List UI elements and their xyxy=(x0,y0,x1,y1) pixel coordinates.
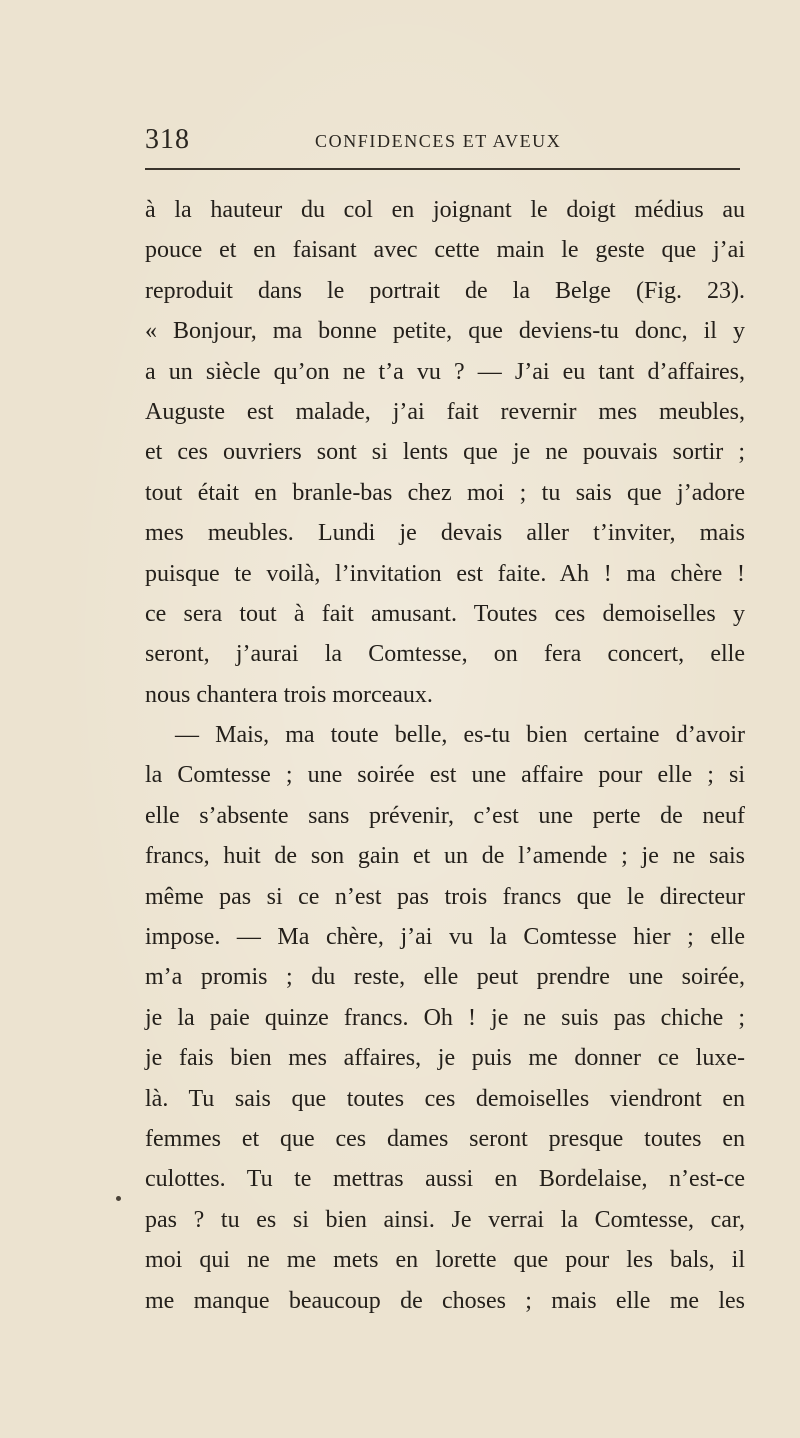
print-speck xyxy=(116,1196,121,1201)
body-text xyxy=(145,190,745,1321)
text-line: Auguste est malade, j’ai fait revernir mes meubles, xyxy=(145,398,745,425)
text-line: là. Tu sais que toutes ces demoiselles viendront en xyxy=(145,1085,745,1112)
page-header xyxy=(145,120,740,160)
text-line: pas ? tu es si bien ainsi. Je verrai la Comtesse, car, xyxy=(145,1206,745,1233)
text-line: la Comtesse ; une soirée est une affaire pour elle ; si xyxy=(145,762,745,789)
text-line: je la paie quinze francs. Oh ! je ne suis pas chiche ; xyxy=(145,1004,745,1031)
text-line: impose. — Ma chère, j’ai vu la Comtesse hier ; elle xyxy=(145,924,745,951)
text-line: tout était en branle-bas chez moi ; tu sais que j’adore xyxy=(145,479,745,506)
running-head: CONFIDENCES ET AVEUX xyxy=(315,131,562,151)
text-line: puisque te voilà, l’invitation est faite. Ah ! ma chère ! xyxy=(145,560,745,587)
text-line: m’a promis ; du reste, elle peut prendre une soirée, xyxy=(145,964,745,991)
text-line: même pas si ce n’est pas trois francs que le directeur xyxy=(145,883,745,910)
text-line: et ces ouvriers sont si lents que je ne pouvais sortir ; xyxy=(145,439,745,466)
text-line: reproduit dans le portrait de la Belge (Fig. 23). xyxy=(145,277,745,304)
text-line: me manque beaucoup de choses ; mais elle me les xyxy=(145,1287,745,1314)
text-line: — Mais, ma toute belle, es-tu bien certaine d’avoir xyxy=(175,722,745,749)
text-line: mes meubles. Lundi je devais aller t’inviter, mais xyxy=(145,520,745,547)
text-line: je fais bien mes affaires, je puis me donner ce luxe- xyxy=(145,1045,745,1072)
text-line: a un siècle qu’on ne t’a vu ? — J’ai eu tant d’affaires, xyxy=(145,358,745,385)
text-line: à la hauteur du col en joignant le doigt médius au xyxy=(145,197,745,223)
text-line: moi qui ne me mets en lorette que pour les bals, il xyxy=(145,1247,745,1274)
text-line: francs, huit de son gain et un de l’amende ; je ne sais xyxy=(145,843,745,870)
page-number: 318 xyxy=(145,124,190,155)
text-line: culottes. Tu te mettras aussi en Bordelaise, n’est-ce xyxy=(145,1166,745,1193)
text-line: elle s’absente sans prévenir, c’est une perte de neuf xyxy=(145,802,745,829)
text-line: nous chantera trois morceaux. xyxy=(145,681,433,708)
header-rule xyxy=(145,168,740,170)
text-line: pouce et en faisant avec cette main le geste que j’ai xyxy=(145,237,745,264)
text-line: femmes et que ces dames seront presque toutes en xyxy=(145,1125,745,1152)
text-line: ce sera tout à fait amusant. Toutes ces demoiselles y xyxy=(145,600,745,627)
text-line: seront, j’aurai la Comtesse, on fera concert, elle xyxy=(145,641,745,668)
text-line: « Bonjour, ma bonne petite, que deviens-tu donc, il y xyxy=(145,318,745,345)
